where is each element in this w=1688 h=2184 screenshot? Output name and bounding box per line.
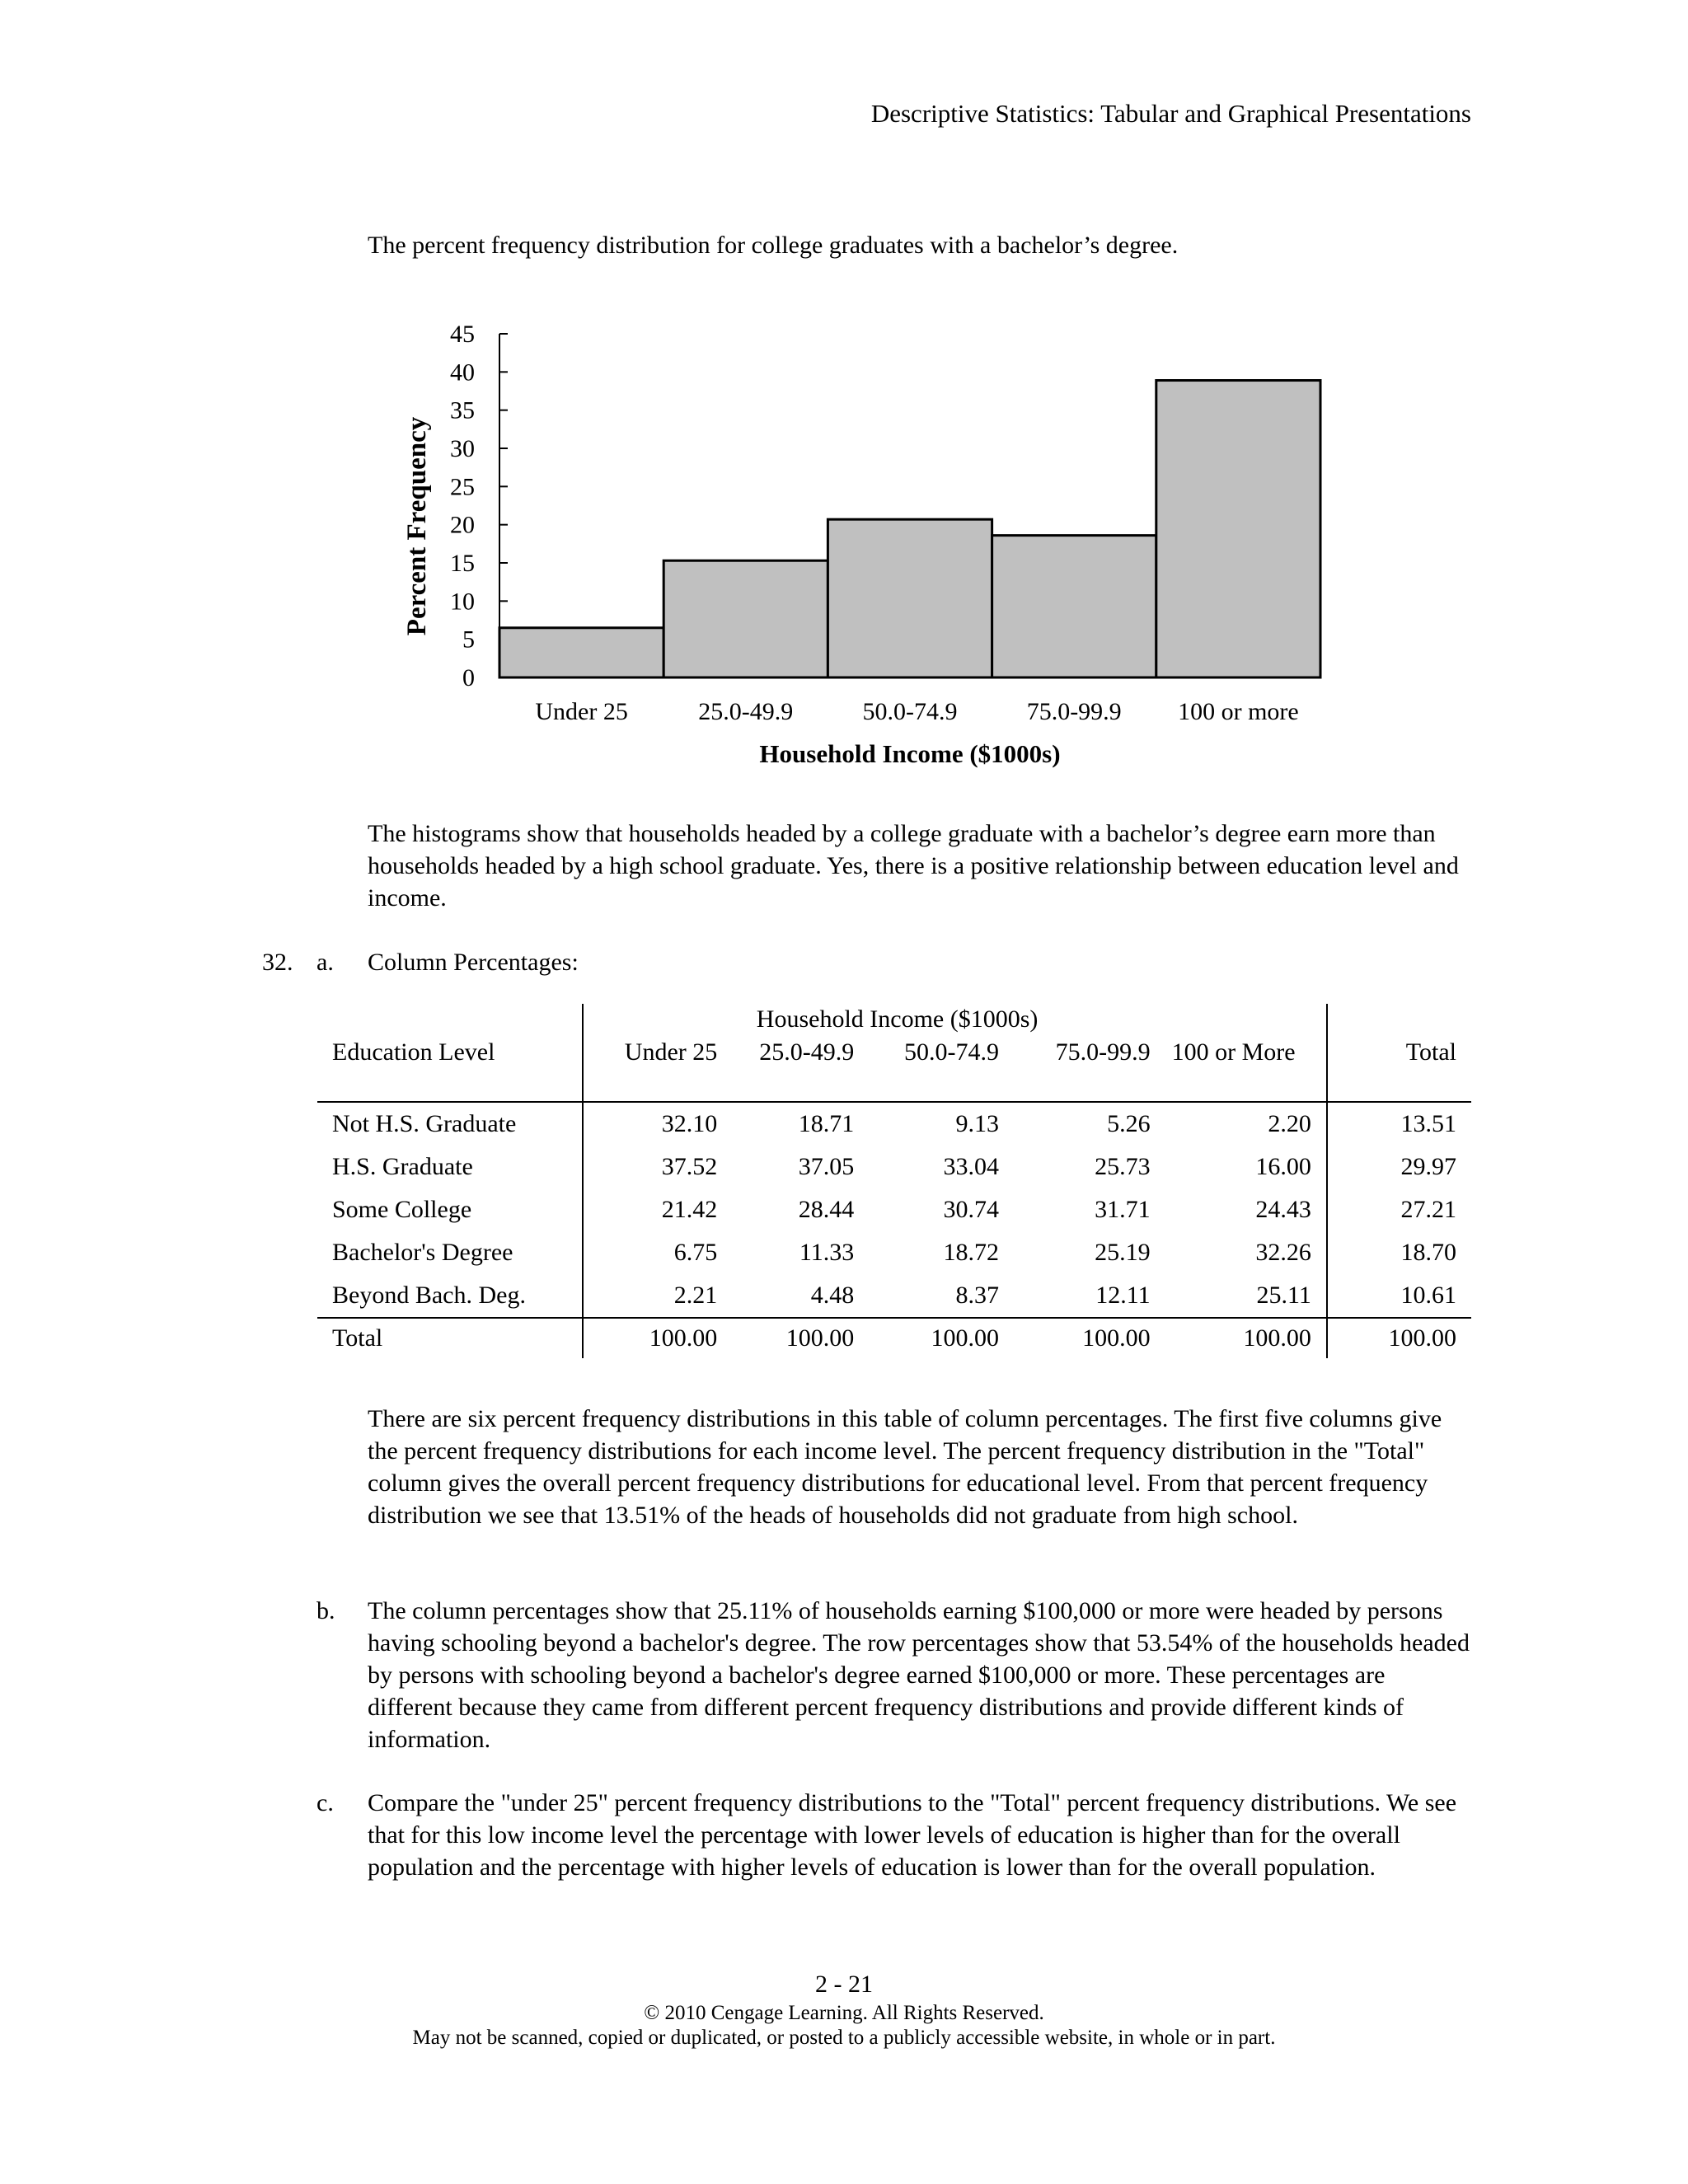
part-a-title: Column Percentages: [368,949,579,976]
y-tick-label: 35 [450,396,475,424]
x-axis-title: Household Income ($1000s) [759,739,1061,768]
histogram-bar [992,536,1156,677]
table-header-row [317,1037,1471,1102]
part-a-letter: a. [316,949,334,976]
table-col-header: 25.0-49.9 [724,1037,860,1102]
table-cell: 2.20 [1268,1110,1311,1137]
table-cell: 29.97 [1327,1146,1471,1188]
y-tick-label: 25 [450,473,475,501]
table-cell: 13.51 [1327,1102,1471,1146]
table-cell: 24.43 [1255,1196,1311,1223]
table-cell: 33.04 [943,1153,1000,1180]
table-cell: 30.74 [943,1196,1000,1223]
table-cell: 6.75 [583,1231,724,1274]
table-row [317,1231,1471,1274]
table-row [317,1274,1471,1318]
table-cell: 2.21 [583,1274,724,1318]
table-cell: 37.52 [583,1146,724,1188]
table-row [317,1102,1471,1146]
y-tick-label: 5 [462,626,475,654]
row-label: Beyond Bach. Deg. [317,1274,583,1318]
part-b-text: The column percentages show that 25.11% of households earning $100,000 or more were headed by persons having schooling beyond a bachelor's degree. The row percentages show that 53.54% of the households headed by persons with schooling beyond a bachelor's degree earned $100,000 or more. These percentages are different because they came from different percent frequency distributions and provide different kinds of information. [368,1597,1470,1753]
histogram-bar [499,628,663,677]
page-header: Descriptive Statistics: Tabular and Graphical Presentations [870,99,1471,128]
table-cell: 18.72 [943,1239,1000,1266]
table-cell: 8.37 [860,1274,1006,1318]
table-cell: 21.42 [583,1188,724,1231]
table-cell: 5.26 [1107,1110,1151,1137]
table-cell: 18.71 [798,1110,855,1137]
table-col-header: Under 25 [583,1037,724,1102]
table-cell: 100.00 [931,1324,1000,1352]
question-number: 32. [262,949,293,976]
table-cell: 32.26 [1255,1239,1311,1266]
table-row [317,1188,1471,1231]
part-b-letter: b. [316,1597,335,1624]
table-cell: 25.11 [1157,1274,1327,1318]
table-cell: 37.05 [798,1153,855,1180]
y-tick-label: 0 [462,664,475,691]
table-col-header: 100 or More [1157,1037,1327,1102]
y-tick-label: 30 [450,435,475,462]
copyright-line: © 2010 Cengage Learning. All Rights Reserved. [644,2002,1044,2024]
table-col-header: 50.0-74.9 [860,1037,1006,1102]
table-cell: 16.00 [1255,1153,1311,1180]
table-cell: 25.73 [1095,1153,1151,1180]
histogram-bar [663,560,828,677]
table-cell: 31.71 [1095,1196,1151,1223]
table-cell: 100.00 [583,1318,724,1358]
table-cell: 9.13 [955,1110,1000,1137]
x-tick-label: 100 or more [1178,698,1299,725]
part-c-text: Compare the "under 25" percent frequency distributions to the "Total" percent frequency distributions. We see that for this low income level the percentage with lower levels of education is higher than for the overall population and the percentage with higher levels of education is lower than for the overall population. [368,1789,1457,1881]
table-cell: 27.21 [1327,1188,1471,1231]
table-cell: 12.11 [1006,1274,1157,1318]
row-label: H.S. Graduate [332,1153,473,1180]
table-cell: 28.44 [798,1196,855,1223]
table-row [317,1146,1471,1188]
y-tick-label: 45 [450,321,475,348]
y-tick-label: 40 [450,359,475,387]
row-label: Bachelor's Degree [332,1239,513,1266]
row-label: Total [332,1324,383,1352]
table-cell: 4.48 [724,1274,860,1318]
histogram-note: The histograms show that households headed by a college graduate with a bachelor’s degree earn more than households headed by a high school graduate. Yes, there is a positive relationship between education level and income. [368,820,1459,912]
table-cell: 100.00 [785,1324,855,1352]
y-tick-label: 15 [450,550,475,577]
table-cell: 32.10 [583,1102,724,1146]
histogram-chart [396,309,1352,787]
row-label: Not H.S. Graduate [332,1110,517,1137]
row-label: Some College [332,1196,472,1223]
part-a-text: There are six percent frequency distributions in this table of column percentages. The first five columns give the percent frequency distributions for each income level. The percent frequency distribution in the "Total" column gives the overall percent frequency distributions for educational level. From that percent frequency distribution we see that 13.51% of the heads of households did not graduate from high school. [368,1405,1442,1529]
x-tick-label: Under 25 [535,698,628,725]
table-cell: 10.61 [1327,1274,1471,1318]
table-col-header: 75.0-99.9 [1006,1037,1157,1102]
table-cell: 18.70 [1327,1231,1471,1274]
column-percentages-table [317,1004,1471,1358]
y-axis-title: Percent Frequency [402,416,432,636]
y-tick-label: 20 [450,511,475,539]
table-col-header: Total [1327,1037,1471,1102]
table-row-header: Education Level [317,1037,583,1102]
y-tick-label: 10 [450,588,475,616]
histogram-svg [396,309,1352,787]
table-group-header: Household Income ($1000s) [583,1004,1327,1037]
page-number: 2 - 21 [815,1971,873,1998]
x-tick-label: 25.0-49.9 [698,698,794,725]
x-tick-label: 75.0-99.9 [1026,698,1122,725]
table-group-header-row [317,1004,1471,1037]
intro-text: The percent frequency distribution for college graduates with a bachelor’s degree. [368,232,1179,259]
table-total-row [317,1318,1471,1358]
histogram-bar [1156,381,1320,677]
x-tick-label: 50.0-74.9 [862,698,958,725]
table-cell: 25.19 [1095,1239,1151,1266]
notice-line: May not be scanned, copied or duplicated, or posted to a publicly accessible website, in whole or in part. [412,2027,1276,2049]
table-cell: 100.00 [1082,1324,1151,1352]
table-cell: 100.00 [1243,1324,1311,1352]
part-c-letter: c. [316,1789,334,1816]
table-cell: 11.33 [799,1239,855,1266]
histogram-bar [828,519,992,677]
table-cell: 100.00 [1327,1318,1471,1358]
